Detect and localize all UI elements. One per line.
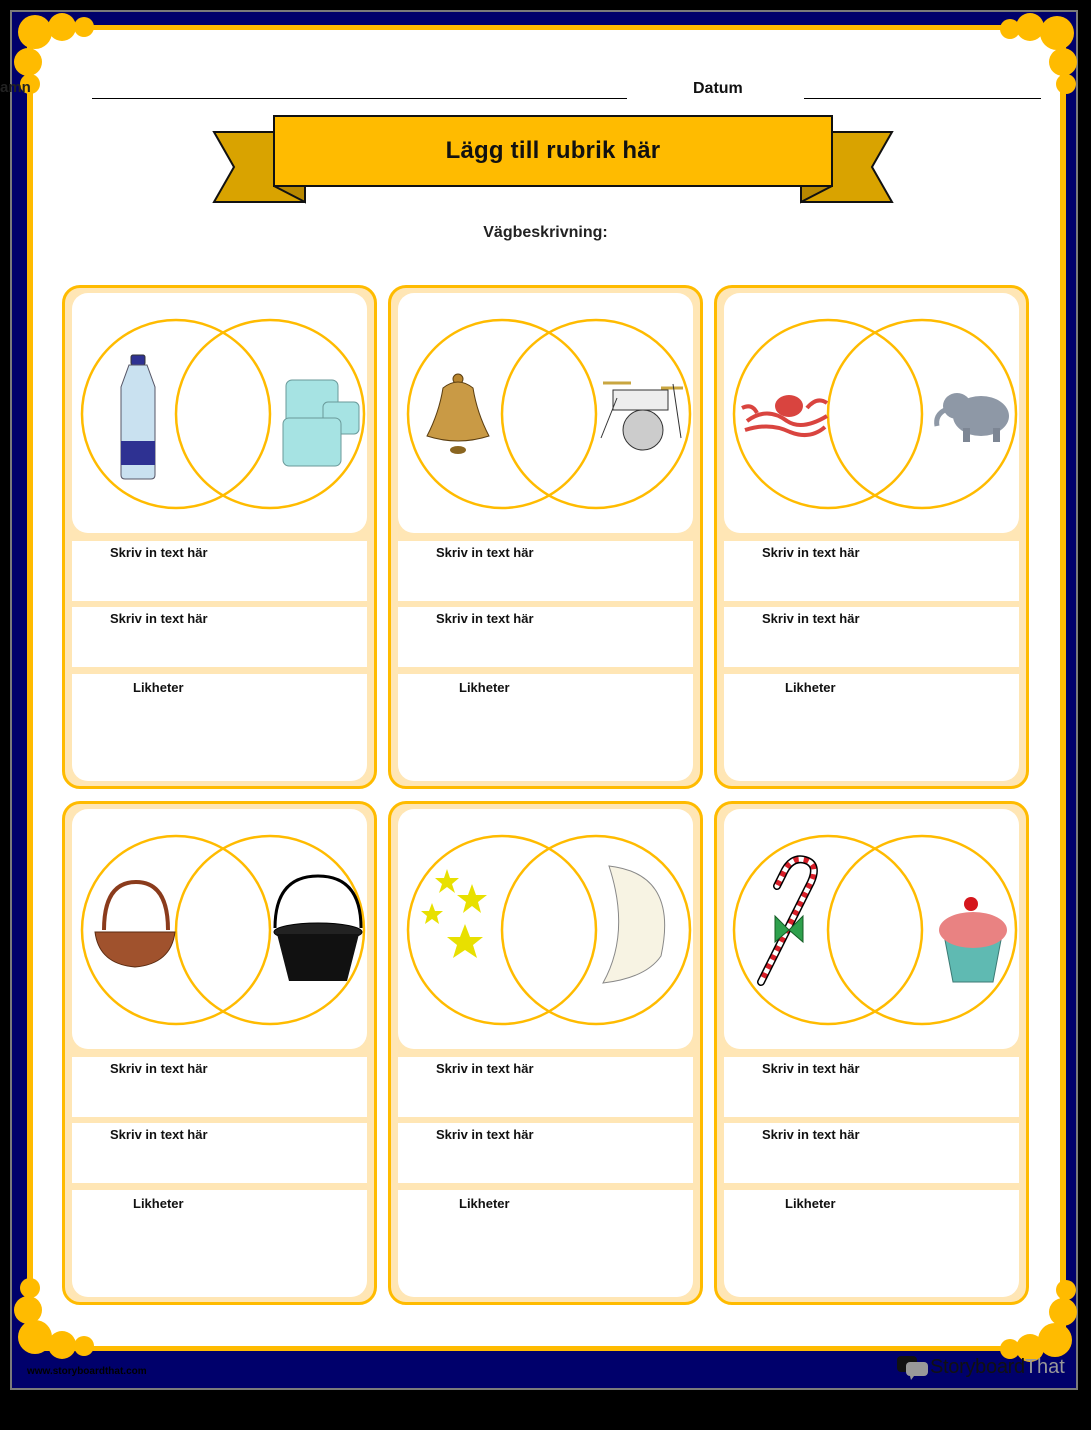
cupcake-icon	[939, 897, 1007, 982]
text-box-1[interactable]	[72, 541, 367, 601]
text-placeholder: Skriv in text här	[110, 611, 208, 626]
bell-icon	[427, 374, 489, 454]
elephant-icon	[937, 393, 1009, 442]
similarities-label: Likheter	[133, 1196, 184, 1211]
similarities-box[interactable]	[398, 1190, 693, 1297]
text-box-2[interactable]	[72, 607, 367, 667]
venn-card-4	[62, 801, 377, 1305]
similarities-label: Likheter	[133, 680, 184, 695]
text-placeholder: Skriv in text här	[436, 1127, 534, 1142]
text-box-1[interactable]	[724, 1057, 1019, 1117]
text-placeholder: Skriv in text här	[436, 611, 534, 626]
similarities-label: Likheter	[785, 680, 836, 695]
bucket-icon	[274, 876, 362, 981]
venn-diagram	[717, 804, 1032, 1054]
text-placeholder: Skriv in text här	[110, 1127, 208, 1142]
worksheet-title[interactable]: Lägg till rubrik här	[445, 137, 661, 164]
similarities-box[interactable]	[724, 1190, 1019, 1297]
basket-icon	[95, 882, 175, 967]
logo-text-storyboard: Storyboard	[930, 1355, 1025, 1378]
venn-diagram	[65, 288, 380, 538]
similarities-box[interactable]	[398, 674, 693, 781]
text-box-2[interactable]	[72, 1123, 367, 1183]
venn-card-3	[714, 285, 1029, 789]
text-placeholder: Skriv in text här	[436, 545, 534, 560]
directions-label: Vägbeskrivning:	[483, 224, 608, 241]
text-box-1[interactable]	[398, 1057, 693, 1117]
venn-diagram	[391, 804, 706, 1054]
venn-card-6	[714, 801, 1029, 1305]
ice-cubes-icon	[283, 380, 359, 466]
venn-diagram	[391, 288, 706, 538]
text-box-1[interactable]	[398, 541, 693, 601]
similarities-label: Likheter	[459, 1196, 510, 1211]
text-placeholder: Skriv in text här	[436, 1061, 534, 1076]
text-placeholder: Skriv in text här	[762, 1127, 860, 1142]
text-box-2[interactable]	[398, 607, 693, 667]
venn-card-1	[62, 285, 377, 789]
text-box-1[interactable]	[724, 541, 1019, 601]
name-label: amn	[0, 79, 31, 96]
similarities-box[interactable]	[724, 674, 1019, 781]
name-field-line[interactable]	[92, 98, 627, 99]
similarities-box[interactable]	[72, 674, 367, 781]
speech-bubble-icon	[896, 1354, 930, 1380]
text-box-2[interactable]	[398, 1123, 693, 1183]
footer-url[interactable]: www.storyboardthat.com	[27, 1366, 147, 1377]
similarities-label: Likheter	[785, 1196, 836, 1211]
text-box-2[interactable]	[724, 607, 1019, 667]
octopus-icon	[742, 395, 827, 435]
venn-diagram	[717, 288, 1032, 538]
candy-cane-icon	[761, 859, 814, 982]
text-placeholder: Skriv in text här	[110, 1061, 208, 1076]
date-field-line[interactable]	[804, 98, 1041, 99]
text-placeholder: Skriv in text här	[110, 545, 208, 560]
drum-kit-icon	[601, 383, 683, 450]
venn-card-2	[388, 285, 703, 789]
text-placeholder: Skriv in text här	[762, 1061, 860, 1076]
logo-text-that: That	[1024, 1355, 1065, 1378]
text-placeholder: Skriv in text här	[762, 545, 860, 560]
stars-icon	[421, 869, 487, 958]
text-box-2[interactable]	[724, 1123, 1019, 1183]
storyboardthat-logo	[896, 1354, 1065, 1380]
text-placeholder: Skriv in text här	[762, 611, 860, 626]
moon-icon	[603, 866, 665, 983]
water-bottle-icon	[121, 355, 155, 479]
date-label: Datum	[693, 80, 743, 97]
venn-card-5	[388, 801, 703, 1305]
similarities-label: Likheter	[459, 680, 510, 695]
similarities-box[interactable]	[72, 1190, 367, 1297]
venn-diagram	[65, 804, 380, 1054]
text-box-1[interactable]	[72, 1057, 367, 1117]
